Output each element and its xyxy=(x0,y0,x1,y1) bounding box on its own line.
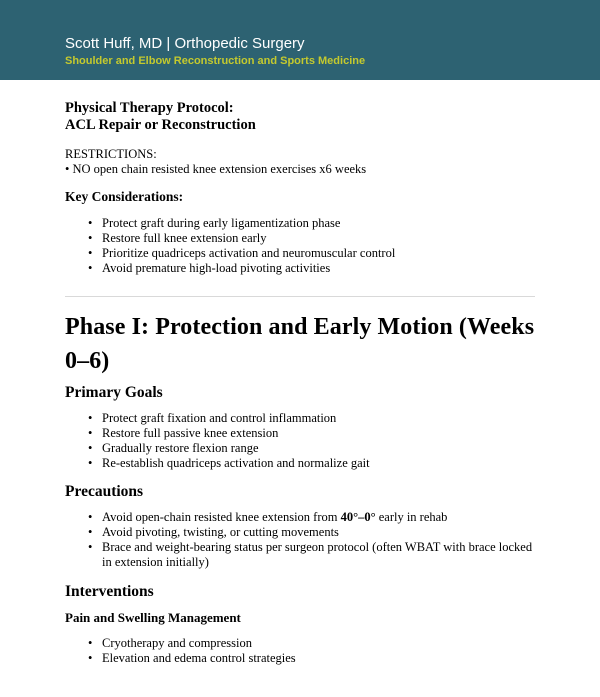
list-item: • Elevation and edema control strategies xyxy=(102,651,535,666)
list-item xyxy=(102,525,535,540)
physician-name-title: Scott Huff, MD | Orthopedic Surgery xyxy=(65,35,305,52)
restrictions-block xyxy=(65,147,535,177)
list-item: • Re-establish quadriceps activation and normalize gait xyxy=(102,456,535,471)
protocol-title-line2: ACL Repair or Reconstruction xyxy=(65,117,256,133)
primary-goals-heading: Primary Goals xyxy=(65,384,163,401)
list-item: • Restore full knee extension early xyxy=(102,231,535,246)
list-item: • Gradually restore flexion range xyxy=(102,441,535,456)
precautions-heading: Precautions xyxy=(65,483,144,500)
section-divider xyxy=(65,296,535,297)
specialty-subtitle: Shoulder and Elbow Reconstruction and Sports Medicine xyxy=(65,55,366,67)
list-item: • Cryotherapy and compression xyxy=(102,636,535,651)
protocol-title xyxy=(65,100,535,134)
list-item: • Protect graft fixation and control inflammation xyxy=(102,411,535,426)
precautions-list xyxy=(65,510,535,570)
key-considerations-list xyxy=(65,216,535,276)
list-item: • Protect graft during early ligamentization phase xyxy=(102,216,535,231)
list-item xyxy=(102,540,535,570)
pain-swelling-list xyxy=(65,636,535,666)
list-item: • Restore full passive knee extension xyxy=(102,426,535,441)
primary-goals-list xyxy=(65,411,535,471)
list-item xyxy=(102,510,535,525)
pain-swelling-heading: Pain and Swelling Management xyxy=(65,610,241,625)
precaution-text-bold: 40°–0° xyxy=(340,510,376,524)
precaution-text-suffix: early in rehab xyxy=(375,510,448,524)
letterhead-banner xyxy=(0,0,600,80)
protocol-title-line1: Physical Therapy Protocol: xyxy=(65,100,234,116)
document-body xyxy=(0,100,600,666)
restrictions-item: • NO open chain resisted knee extension exercises x6 weeks xyxy=(65,162,367,176)
list-item: • Avoid premature high-load pivoting activities xyxy=(102,261,535,276)
precaution-text-prefix: Avoid pivoting, twisting, or cutting movements xyxy=(102,525,339,539)
key-considerations-heading: Key Considerations: xyxy=(65,189,184,204)
phase1-heading: Phase I: Protection and Early Motion (Weeks 0–6) xyxy=(65,314,535,374)
list-item: • Prioritize quadriceps activation and neuromuscular control xyxy=(102,246,535,261)
interventions-heading: Interventions xyxy=(65,583,154,600)
restrictions-label: RESTRICTIONS: xyxy=(65,147,157,161)
precaution-text-prefix: Avoid open-chain resisted knee extension from xyxy=(102,510,341,524)
precaution-text-prefix: Brace and weight-bearing status per surgeon protocol (often WBAT with brace locked in extension initially) xyxy=(102,540,533,569)
